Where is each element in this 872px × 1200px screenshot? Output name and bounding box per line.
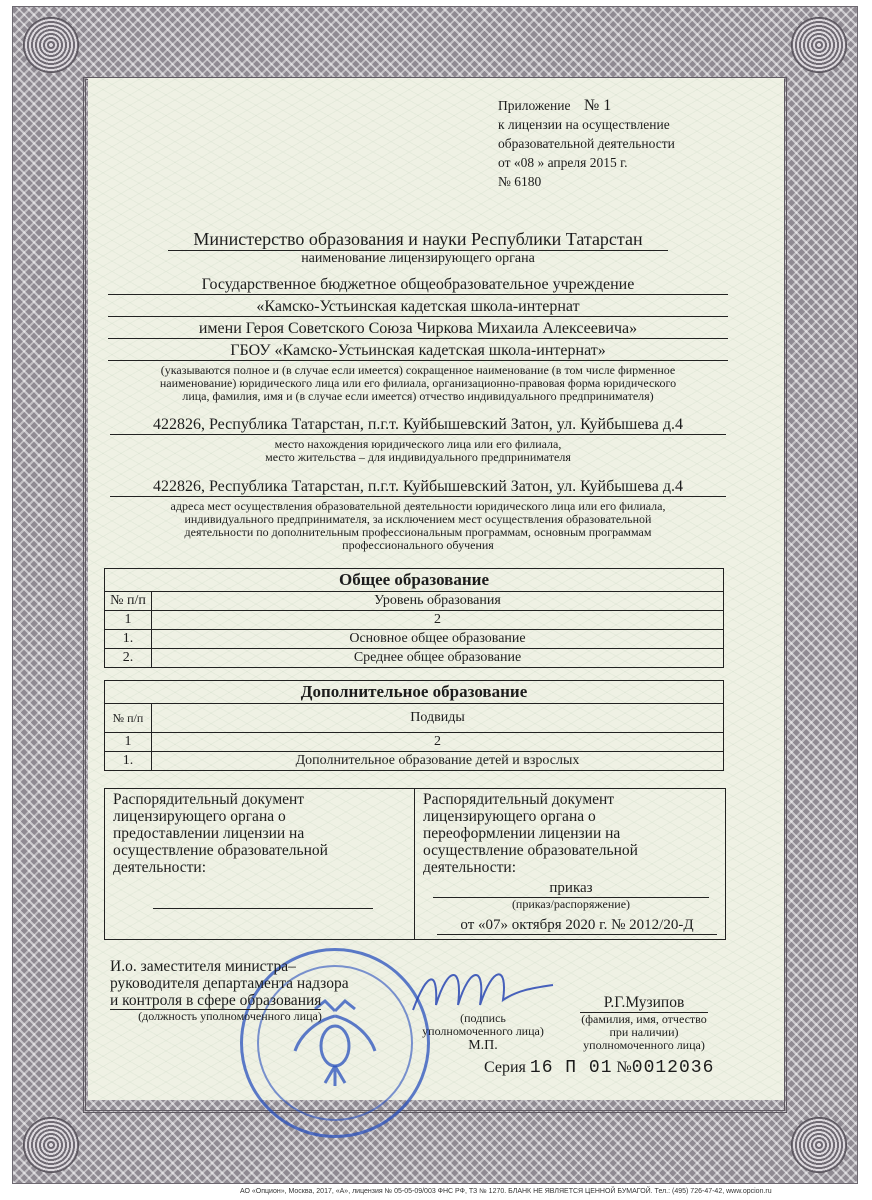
position-line: И.о. заместителя министра–	[110, 958, 296, 975]
organization-block	[98, 276, 738, 403]
location-caption: место жительства – для индивидуального предпринимателя	[265, 450, 571, 464]
table-title: Общее образование	[105, 569, 724, 592]
docs-divider	[414, 789, 415, 939]
reissue-doc-type: приказ	[433, 880, 709, 898]
row-num: 1.	[105, 630, 152, 649]
rosette-ornament-icon	[791, 17, 847, 73]
grant-doc-line: осуществление образовательной	[113, 842, 328, 859]
activity-place-block	[98, 478, 738, 552]
table-index-row	[105, 733, 724, 752]
row-level: Среднее общее образование	[152, 649, 724, 668]
index-cell: 1	[105, 611, 152, 630]
name-caption: при наличии)	[609, 1025, 679, 1039]
activity-address: 422826, Республика Татарстан, п.г.т. Куйбышевский Затон, ул. Куйбышева д.4	[110, 478, 726, 497]
appendix-line: к лицензии на осуществление	[498, 117, 670, 132]
series-number: 0012036	[631, 1058, 715, 1078]
document-page	[88, 78, 784, 1100]
signatory-position	[110, 958, 370, 1023]
position-line: руководителя департамента надзора	[110, 975, 349, 992]
organization-short-name: ГБОУ «Камско-Устьинская кадетская школа-интернат»	[108, 342, 728, 361]
series-number-label: №	[616, 1059, 632, 1076]
name-caption: уполномоченного лица)	[583, 1038, 705, 1052]
authority-block	[108, 228, 728, 267]
reissue-doc-type-caption: (приказ/распоряжение)	[511, 897, 631, 911]
organization-caption: (указываются полное и (в случае если имеется) сокращенное наименование (в том числе фирменное	[160, 363, 676, 377]
appendix-date: от «08 » апреля 2015 г.	[498, 155, 628, 170]
authority-name: Министерство образования и науки Республики Татарстан	[168, 228, 668, 251]
table-title: Дополнительное образование	[105, 681, 724, 704]
grant-doc-blank-line	[153, 908, 373, 909]
row-num: 2.	[105, 649, 152, 668]
header-level: Уровень образования	[152, 592, 724, 611]
appendix-line: образовательной деятельности	[498, 136, 675, 151]
additional-education-table	[104, 680, 724, 771]
organization-line: имени Героя Советского Союза Чиркова Михаила Алексеевича»	[108, 320, 728, 339]
signatory-name: Р.Г.Музипов	[580, 994, 708, 1013]
appendix-number: № 1	[583, 97, 612, 114]
position-caption: (должность уполномоченного лица)	[138, 1009, 322, 1023]
location-block	[98, 416, 738, 464]
activity-caption: профессионального обучения	[342, 538, 494, 552]
organization-caption: лица, фамилия, имя и (в случае если имеется) отчество индивидуального предпринимателя)	[182, 389, 654, 403]
series-value: 16 П 01	[529, 1058, 613, 1078]
activity-caption: индивидуального предпринимателя, за исключением мест осуществления образовательной	[184, 512, 652, 526]
printer-footer: АО «Опцион», Москва, 2017, «А», лицензия № 05-05-09/003 ФНС РФ, ТЗ № 1270. БЛАНК НЕ ЯВЛЯЕТСЯ ЦЕННОЙ БУМАГОЙ. Тел.: (495) 726-47-42, www.opcion.ru	[240, 1188, 772, 1195]
table-header-row	[105, 704, 724, 733]
grant-doc-line: Распорядительный документ	[113, 791, 305, 808]
grant-doc-line: предоставлении лицензии на	[113, 825, 305, 842]
index-cell: 2	[152, 611, 724, 630]
table-row	[105, 752, 724, 771]
row-level: Основное общее образование	[152, 630, 724, 649]
signatory-name-block	[554, 994, 734, 1052]
grant-doc-line: лицензирующего органа о	[113, 808, 286, 825]
rosette-ornament-icon	[23, 17, 79, 73]
header-num: № п/п	[105, 704, 152, 733]
organization-line: Государственное бюджетное общеобразовательное учреждение	[108, 276, 728, 295]
activity-caption: адреса мест осуществления образовательной деятельности юридического лица или его филиала,	[170, 499, 666, 513]
reissue-doc-line: Распорядительный документ	[423, 791, 615, 808]
location-address: 422826, Республика Татарстан, п.г.т. Куйбышевский Затон, ул. Куйбышева д.4	[110, 416, 726, 435]
header-subtype: Подвиды	[152, 704, 724, 733]
row-num: 1.	[105, 752, 152, 771]
grant-doc-line: деятельности:	[113, 859, 207, 876]
administrative-documents-box	[104, 788, 726, 940]
name-caption: (фамилия, имя, отчество	[581, 1012, 707, 1026]
stamp-place: М.П.	[468, 1038, 498, 1053]
reissue-doc-line: деятельности:	[423, 859, 517, 876]
series-label: Серия	[484, 1059, 526, 1076]
index-cell: 1	[105, 733, 152, 752]
reissue-doc-line: лицензирующего органа о	[423, 808, 596, 825]
rosette-ornament-icon	[23, 1117, 79, 1173]
form-series	[484, 1058, 714, 1078]
table-row	[105, 630, 724, 649]
sign-caption: уполномоченного лица)	[422, 1024, 544, 1038]
grant-document-column	[113, 789, 403, 939]
reissue-doc-date: от «07» октября 2020 г. № 2012/20-Д	[437, 917, 717, 935]
reissue-document-column	[423, 789, 719, 939]
activity-caption: деятельности по дополнительным профессиональным программам, основным программам	[184, 525, 652, 539]
organization-caption: наименование) юридического лица или его филиала, организационно-правовая форма юридического	[159, 376, 677, 390]
appendix-label: Приложение	[498, 98, 571, 113]
signature-caption-block	[418, 1012, 548, 1054]
license-number: № 6180	[498, 174, 542, 189]
rosette-ornament-icon	[791, 1117, 847, 1173]
reissue-doc-line: переоформлении лицензии на	[423, 825, 621, 842]
header-num: № п/п	[105, 592, 152, 611]
reissue-doc-line: осуществление образовательной	[423, 842, 638, 859]
index-cell: 2	[152, 733, 724, 752]
location-caption: место нахождения юридического лица или его филиала,	[274, 437, 562, 451]
table-header-row	[105, 592, 724, 611]
general-education-table	[104, 568, 724, 668]
table-index-row	[105, 611, 724, 630]
authority-caption: наименование лицензирующего органа	[301, 251, 535, 266]
appendix-block	[498, 96, 738, 191]
organization-line: «Камско-Устьинская кадетская школа-интернат	[108, 298, 728, 317]
sign-caption: (подпись	[460, 1011, 506, 1025]
table-row	[105, 649, 724, 668]
position-line: и контроля в сфере образования	[110, 992, 322, 1009]
row-subtype: Дополнительное образование детей и взрослых	[152, 752, 724, 771]
